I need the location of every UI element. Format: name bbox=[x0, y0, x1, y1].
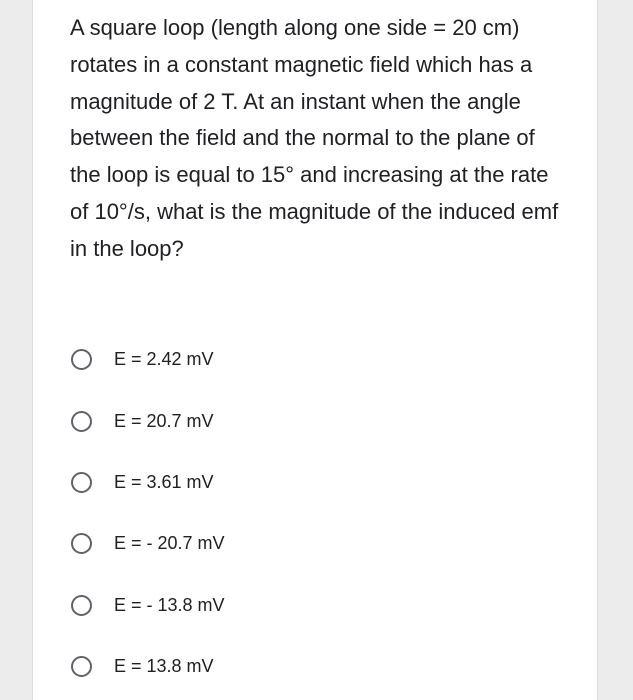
option-2[interactable] bbox=[70, 390, 570, 451]
question-text: A square loop (length along one side = 20 cm) rotates in a constant magnetic field which has a magnitude of 2 T. At an instant when the angle between the field and the normal to the plane of the loop is equal to 15° and increasing at the rate of 10°/s, what is the magnitude of the induced emf in the loop? bbox=[70, 15, 559, 261]
answer-options bbox=[70, 329, 570, 697]
question-card bbox=[32, 0, 598, 700]
radio-button-icon[interactable] bbox=[71, 656, 92, 677]
radio-button-icon[interactable] bbox=[71, 349, 92, 370]
option-6[interactable] bbox=[70, 636, 570, 697]
option-1[interactable] bbox=[70, 329, 570, 390]
radio-button-icon[interactable] bbox=[71, 533, 92, 554]
option-label: E = 3.61 mV bbox=[114, 471, 214, 492]
option-label: E = - 20.7 mV bbox=[114, 533, 225, 554]
radio-button-icon[interactable] bbox=[71, 472, 92, 493]
option-4[interactable] bbox=[70, 513, 570, 574]
radio-button-icon[interactable] bbox=[71, 595, 92, 616]
option-label: E = 2.42 mV bbox=[114, 349, 214, 370]
option-5[interactable] bbox=[70, 575, 570, 636]
option-3[interactable] bbox=[70, 452, 570, 513]
option-label: E = - 13.8 mV bbox=[114, 594, 225, 615]
radio-button-icon[interactable] bbox=[71, 411, 92, 432]
option-label: E = 20.7 mV bbox=[114, 410, 214, 431]
option-label: E = 13.8 mV bbox=[114, 656, 214, 677]
